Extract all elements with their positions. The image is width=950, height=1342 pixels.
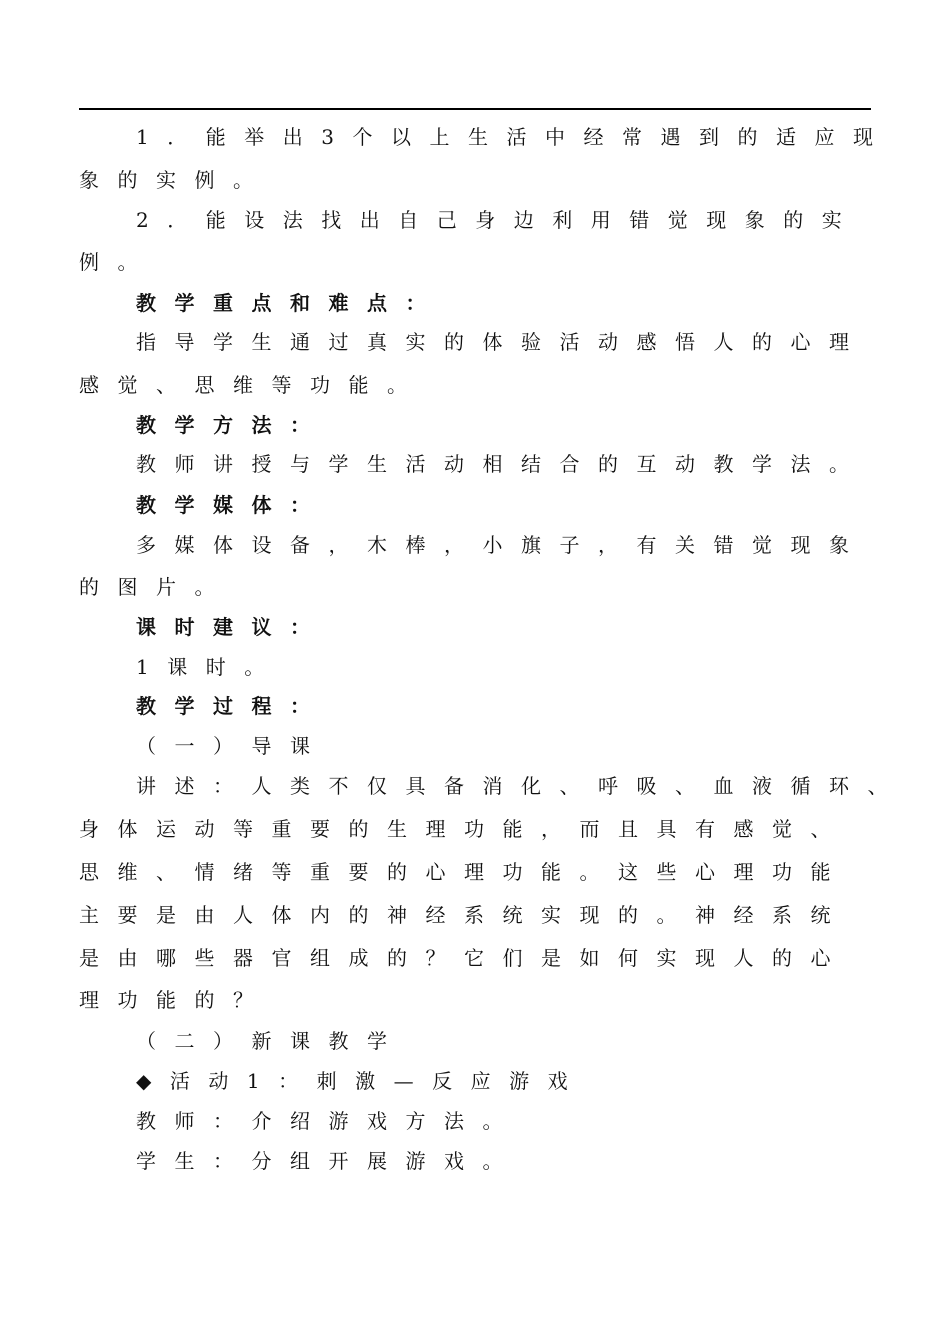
key-points-line-1: 指导学生通过真实的体验活动感悟人的心理 [136, 330, 868, 354]
objective-2-line-1: 2．能设法找出自己身边利用错觉现象的实 [136, 208, 861, 232]
activity-1-line [136, 1070, 586, 1092]
diamond-bullet-icon: ◆ [136, 1069, 170, 1093]
hours-text: 1课时。 [136, 655, 283, 679]
narration-line-3: 思维、情绪等重要的心理功能。这些心理功能 [79, 860, 849, 884]
narration-line-4: 主要是由人体内的神经系统实现的。神经系统 [79, 903, 849, 927]
hours-heading: 课时建议： [136, 615, 329, 639]
section-1-title: （一）导课 [136, 734, 329, 758]
header-rule [79, 108, 871, 110]
narration-line-1: 讲述：人类不仅具备消化、呼吸、血液循环、 [136, 774, 906, 798]
media-line-2: 的图片。 [79, 575, 233, 599]
process-heading: 教学过程： [136, 694, 329, 718]
media-heading: 教学媒体： [136, 493, 329, 517]
activity-1-title: 活动1：刺激—反应游戏 [169, 1069, 587, 1093]
methods-text: 教师讲授与学生活动相结合的互动教学法。 [136, 452, 868, 476]
teacher-line: 教师：介绍游戏方法。 [136, 1109, 521, 1133]
student-line: 学生：分组开展游戏。 [136, 1149, 521, 1173]
key-points-line-2: 感觉、思维等功能。 [79, 373, 426, 397]
methods-heading: 教学方法： [136, 413, 329, 437]
narration-line-6: 理功能的？ [79, 988, 272, 1012]
objective-1-line-2: 象的实例。 [79, 168, 272, 192]
section-2-title: （二）新课教学 [136, 1029, 406, 1053]
objective-1-line-1: 1．能举出3个以上生活中经常遇到的适应现 [136, 125, 892, 149]
key-points-heading: 教学重点和难点： [136, 291, 444, 315]
narration-line-2: 身体运动等重要的生理功能，而且具有感觉、 [79, 817, 849, 841]
media-line-1: 多媒体设备，木棒，小旗子，有关错觉现象 [136, 533, 868, 557]
narration-line-5: 是由哪些器官组成的？它们是如何实现人的心 [79, 946, 849, 970]
objective-2-line-2: 例。 [79, 250, 156, 274]
